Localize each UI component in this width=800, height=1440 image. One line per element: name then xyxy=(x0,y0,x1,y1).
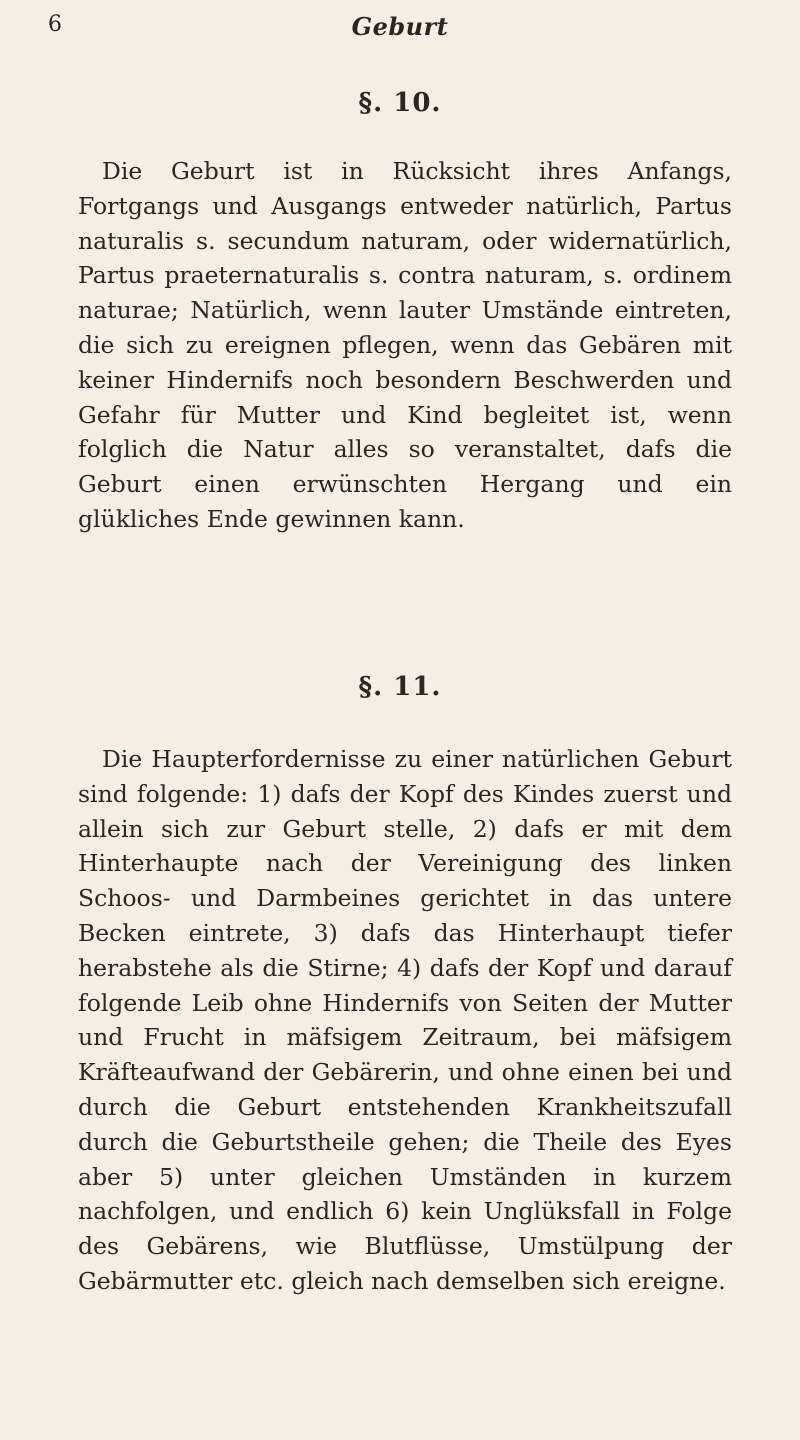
section-10-paragraph: Die Geburt ist in Rücksicht ihres Anfangs, Fortgangs und Ausgangs entweder natürlich, Partus naturalis s. secundum naturam, oder widernatürlich, Partus praeternaturalis s. contra naturam, s. ordinem naturae; Natürlich, wenn lauter Umstände eintreten, die sich zu ereignen pflegen, wenn das Gebären mit keiner Hindernifs noch besondern Beschwerden und Gefahr für Mutter und Kind begleitet ist, wenn folglich die Natur alles so veranstaltet, dafs die Geburt einen erwünschten Hergang und ein glükliches Ende gewinnen kann. xyxy=(78,157,732,533)
page-header xyxy=(48,12,752,52)
section-11-paragraph: Die Haupterfordernisse zu einer natürlichen Geburt sind folgende: 1) dafs der Kopf des Kindes zuerst und allein sich zur Geburt stelle, 2) dafs er mit dem Hinterhaupte nach der Vereinigung des linken Schoos- und Darmbeines gerichtet in das untere Becken eintrete, 3) dafs das Hinterhaupt tiefer herabstehe als die Stirne; 4) dafs der Kopf und darauf folgende Leib ohne Hindernifs von Seiten der Mutter und Frucht in mäfsigem Zeitraum, bei mäfsigem Kräfteaufwand der Gebärerin, und ohne einen bei und durch die Geburt entstehenden Krankheitszufall durch die Geburtstheile gehen; die Theile des Eyes aber 5) unter gleichen Umständen in kurzem nachfolgen, und endlich 6) kein Unglüksfall in Folge des Gebärens, wie Blutflüsse, Umstülpung der Gebärmutter etc. gleich nach demselben sich ereigne. xyxy=(78,745,732,1295)
running-head: Geburt xyxy=(351,12,449,41)
section-heading-10: §. 10. xyxy=(358,88,442,118)
section-heading-11: §. 11. xyxy=(358,672,442,702)
page-number: 6 xyxy=(48,12,62,37)
